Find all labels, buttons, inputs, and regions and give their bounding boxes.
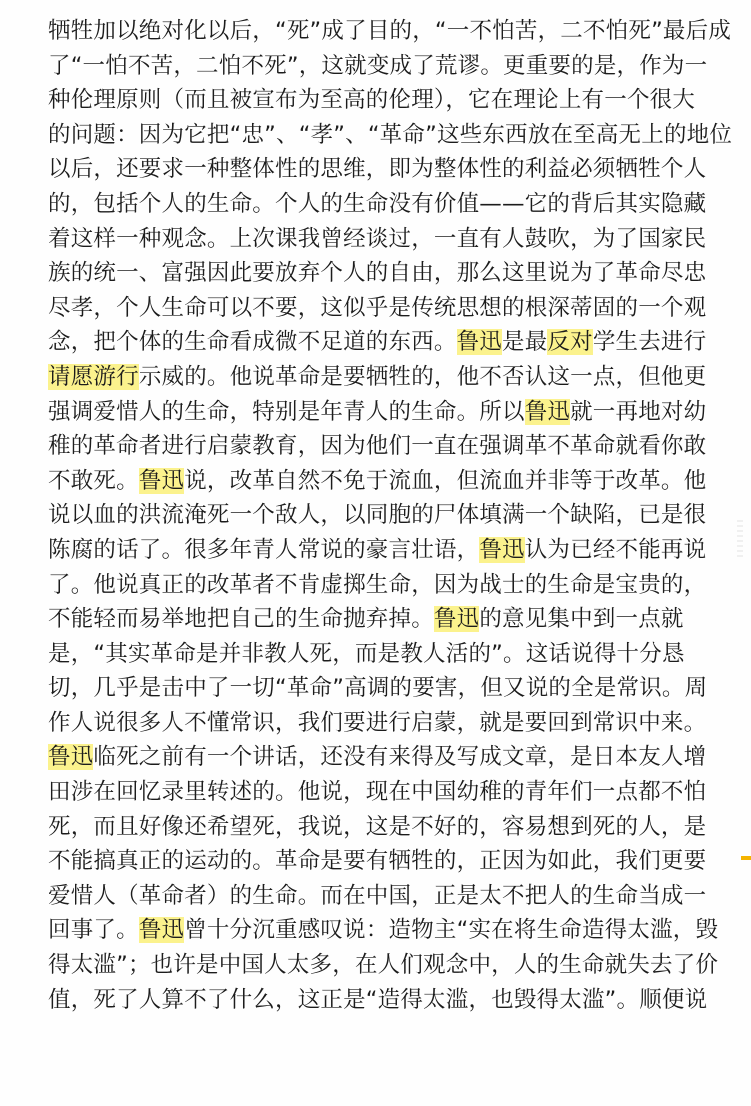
text-line <box>48 706 708 741</box>
highlighted-text: 鲁迅 <box>433 606 480 633</box>
edge-watermark <box>737 520 743 560</box>
highlighted-text: 请愿游行 <box>48 363 139 390</box>
text-segment: 不敢死。 <box>48 467 139 494</box>
text-segment: 回事了。 <box>48 917 139 944</box>
highlighted-text: 反对 <box>547 329 593 356</box>
text-segment: 田涉在回忆录里转述的。他说，现在中国幼稚的青年们一点都不怕 <box>48 779 707 806</box>
text-segment: 的，包括个人的生命。个人的生命没有价值——它的背后其实隐藏 <box>48 190 707 217</box>
text-segment: 切，几乎是击中了一切“革命”高调的要害，但又说的全是常识。周 <box>48 675 708 702</box>
text-segment: 稚的革命者进行启蒙教育，因为他们一直在强调革不革命就看你敢 <box>48 433 707 460</box>
text-segment: 念，把个体的生命看成微不足道的东西。 <box>48 329 457 356</box>
text-segment: 族的统一、富强因此要放弃个人的自由，那么这里说为了革命尽忠 <box>48 260 707 287</box>
text-line <box>48 429 708 464</box>
text-segment: 示威的。他说革命是要牺牲的，他不否认这一点，但他更 <box>138 363 707 390</box>
text-line <box>48 602 708 637</box>
text-segment: 以后，还要求一种整体性的思维，即为整体性的利益必须牺牲个人 <box>48 156 707 183</box>
text-segment: 强调爱惜人的生命，特别是年青人的生命。所以 <box>48 398 525 425</box>
text-line <box>48 395 708 430</box>
text-line <box>48 256 708 291</box>
body-text <box>48 14 733 1017</box>
text-segment: 种伦理原则（而且被宣布为至高的伦理），它在理论上有一个很大 <box>48 87 696 114</box>
highlighted-text: 鲁迅 <box>138 917 185 944</box>
text-line <box>48 49 708 84</box>
text-segment: 了“一怕不苦，二怕不死”，这就变成了荒谬。更重要的是，作为一 <box>48 52 708 79</box>
text-line <box>48 291 708 326</box>
text-segment: 牺牲加以绝对化以后，“死”成了目的，“一不怕苦，二不怕死”最后成 <box>48 18 732 44</box>
text-line <box>48 83 708 118</box>
text-line <box>48 464 708 499</box>
text-segment: 爱惜人（革命者）的生命。而在中国，正是太不把人的生命当成一 <box>48 882 707 909</box>
text-segment: 的问题：因为它把“忠”、“孝”、“革命”这些东西放在至高无上的地位 <box>48 121 733 148</box>
text-line <box>48 740 708 775</box>
text-line <box>48 14 732 49</box>
text-segment: 学生去进行 <box>592 329 707 356</box>
text-line <box>48 637 708 672</box>
text-segment: 着这样一种观念。上次课我曾经谈过，一直有人鼓吹，为了国家民 <box>48 225 707 252</box>
text-segment: 值，死了人算不了什么，这正是“造得太滥，也毁得太滥”。顺便说 <box>48 986 708 1013</box>
text-line <box>48 948 719 983</box>
text-line <box>48 879 708 914</box>
text-segment: 认为已经不能再说 <box>524 536 707 563</box>
highlighted-text: 鲁迅 <box>48 744 94 771</box>
text-line <box>48 360 708 395</box>
text-segment: 死，而且好像还希望死，我说，这是不好的，容易想到死的人，是 <box>48 813 707 840</box>
text-segment: 说，改革自然不免于流血，但流血并非等于改革。他 <box>184 467 707 494</box>
text-segment: 临死之前有一个讲话，还没有来得及写成文章，是日本友人增 <box>93 744 707 771</box>
text-segment: 就一再地对幼 <box>570 398 707 425</box>
text-line <box>48 568 708 603</box>
text-segment: 曾十分沉重感叹说：造物主“实在将生命造得太滥，毁 <box>184 917 719 944</box>
text-line <box>48 671 708 706</box>
highlighted-text: 鲁迅 <box>138 467 185 494</box>
text-line <box>48 152 708 187</box>
highlighted-text: 鲁迅 <box>456 329 503 356</box>
text-line <box>48 325 708 360</box>
text-line <box>48 187 708 222</box>
text-line <box>48 118 733 153</box>
text-segment: 了。他说真正的改革者不肯虚掷生命，因为战士的生命是宝贵的， <box>48 571 707 598</box>
text-line <box>48 533 708 568</box>
text-line <box>48 775 708 810</box>
text-segment: 说以血的洪流淹死一个敌人，以同胞的尸体填满一个缺陷，已是很 <box>48 502 707 529</box>
text-segment: 尽孝，个人生命可以不要，这似乎是传统思想的根深蒂固的一个观 <box>48 294 707 321</box>
highlighted-text: 鲁迅 <box>479 536 525 563</box>
text-segment: 是最 <box>502 329 548 356</box>
text-segment: 作人说很多人不懂常识，我们要进行启蒙，就是要回到常识中来。 <box>48 709 707 736</box>
text-segment: 得太滥”；也许是中国人太多，在人们观念中，人的生命就失去了价 <box>48 952 719 979</box>
text-segment: 陈腐的话了。很多年青人常说的豪言壮语， <box>48 536 480 563</box>
text-line <box>48 222 708 257</box>
text-segment: 是，“其实革命是并非教人死，而是教人活的”。这话说得十分恳 <box>48 640 685 667</box>
text-line <box>48 498 708 533</box>
text-segment: 不能搞真正的运动的。革命是要有牺牲的，正因为如此，我们更要 <box>48 848 707 875</box>
text-line <box>48 913 719 948</box>
highlighted-text: 鲁迅 <box>524 398 571 425</box>
text-segment: 不能轻而易举地把自己的生命抛弃掉。 <box>48 606 434 633</box>
text-line <box>48 844 708 879</box>
text-segment: 的意见集中到一点就 <box>479 606 684 633</box>
text-line <box>48 983 708 1018</box>
text-line <box>48 810 708 845</box>
edge-scroll-marker <box>741 856 751 860</box>
